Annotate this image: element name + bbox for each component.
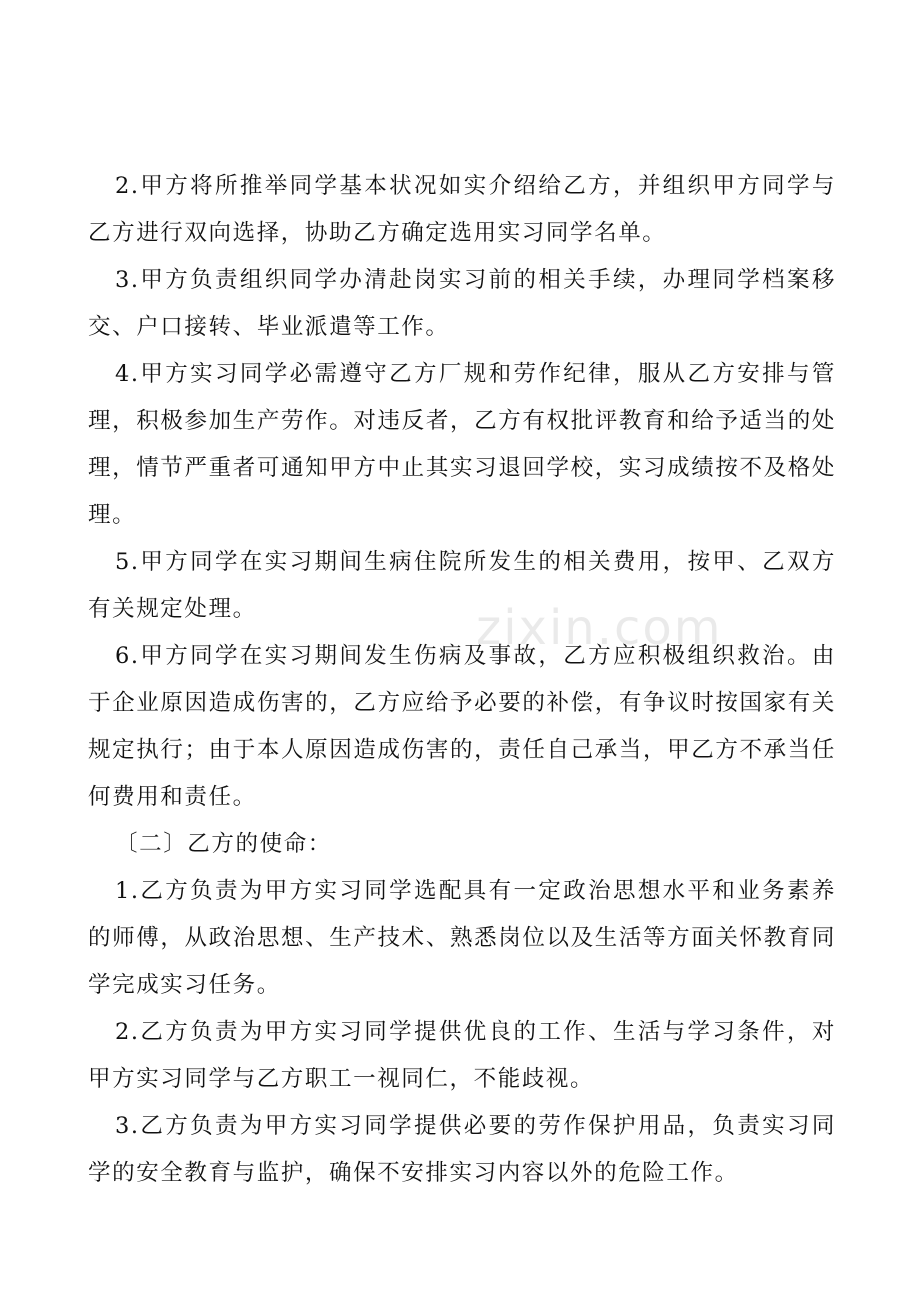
paragraph: 2.乙方负责为甲方实习同学提供优良的工作、生活与学习条件，对甲方实习同学与乙方职工一视同仁，不能歧视。 [88,1019,836,1092]
paragraph: 3.甲方负责组织同学办清赴岗实习前的相关手续，办理同学档案移交、户口接转、毕业派遣等工作。 [88,267,836,340]
paragraph: 6.甲方同学在实习期间发生伤病及事故，乙方应积极组织救治。由于企业原因造成伤害的，乙方应给予必要的补偿，有争议时按国家有关规定执行；由于本人原因造成伤害的，责任自己承当，甲乙方不承当任何费用和责任。 [88,643,836,810]
document-body [88,163,836,1197]
paragraph: 5.甲方同学在实习期间生病住院所发生的相关费用，按甲、乙双方有关规定处理。 [88,549,836,622]
paragraph: 4.甲方实习同学必需遵守乙方厂规和劳作纪律，服从乙方安排与管理，积极参加生产劳作。对违反者，乙方有权批评教育和给予适当的处理，情节严重者可通知甲方中止其实习退回学校，实习成绩按不及格处理。 [88,361,836,528]
paragraph: 3.乙方负责为甲方实习同学提供必要的劳作保护用品，负责实习同学的安全教育与监护，确保不安排实习内容以外的危险工作。 [88,1113,836,1186]
paragraph: 1.乙方负责为甲方实习同学选配具有一定政治思想水平和业务素养的师傅，从政治思想、生产技术、熟悉岗位以及生活等方面关怀教育同学完成实习任务。 [88,878,836,998]
paragraph: 2.甲方将所推举同学基本状况如实介绍给乙方，并组织甲方同学与乙方进行双向选择，协助乙方确定选用实习同学名单。 [88,173,836,246]
watermark: zixin.com [476,600,723,656]
section-heading: 〔二〕乙方的使命： [115,831,332,857]
